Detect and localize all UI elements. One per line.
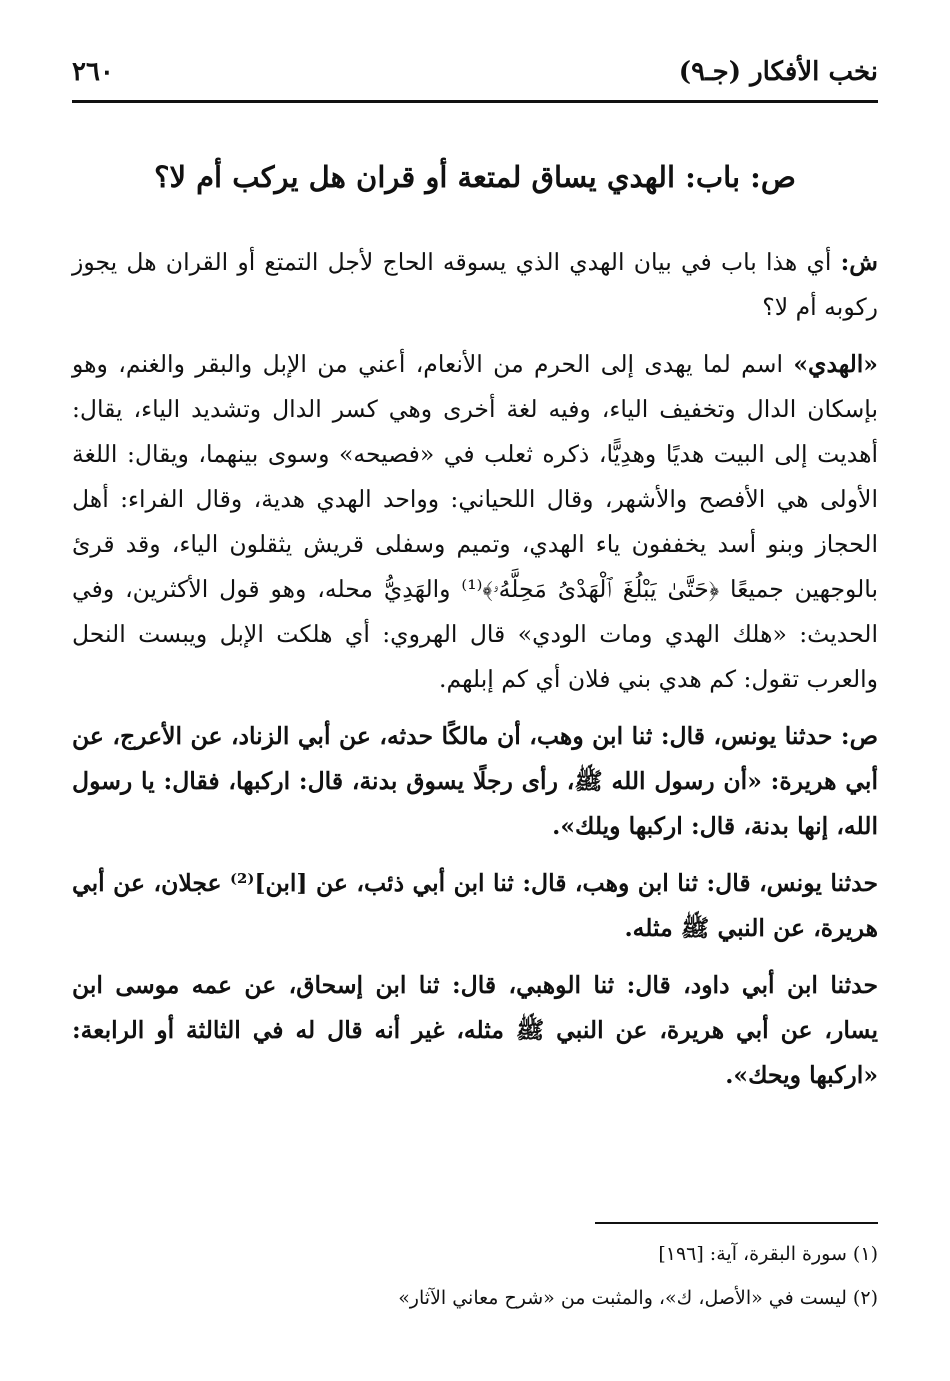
header-divider bbox=[72, 100, 878, 103]
chapter-title: ص: باب: الهدي يساق لمتعة أو قران هل يركب أم لا؟ bbox=[154, 160, 796, 194]
book-title: نخب الأفكار (جـ٩) bbox=[678, 57, 878, 87]
paragraph-lead: «الهدي» bbox=[793, 350, 878, 378]
paragraph-lead: ص: bbox=[840, 722, 878, 750]
paragraph-text: حدثنا يونس، قال: ثنا ابن وهب، أن مالكًا حدثه، عن أبي الزناد، عن الأعرج، عن أبي هريرة: «أن رسول الله ﷺ، رأى رجلًا يسوق بدنة، قال: اركبها، فقال: يا رسول الله، إنها بدنة، قال: اركبها ويلك». bbox=[72, 722, 878, 840]
paragraph-text: اسم لما يهدى إلى الحرم من الأنعام، أعني من الإبل والبقر والغنم، وهو بإسكان الدال وتخفيف الياء، وفيه لغة أخرى وهي كسر الدال وتشديد الياء، يقال: أهديت إلى البيت هديًا وهدِيًّا، ذكره ثعلب في «فصيحه» وسوى بينهما، ويقال: اللغة الأولى هي الأفصح والأشهر، وقال اللحياني: وواحد الهدي هدية، وقال الفراء: أهل الحجاز وبنو أسد يخففون ياء الهدي، وتميم وسفلى قريش يثقلون الياء، وقد قرئ بالوجهين جميعًا ﴿حَتَّىٰ يَبْلُغَ ٱلْهَدْىُ مَحِلَّهُۥ﴾⁽¹⁾ والهَدِيُّ محله، وهو قول الأكثرين، وفي الحديث: «هلك الهدي ومات الودي» قال الهروي: أي هلكت الإبل ويبست النحل والعرب تقول: كم هدي بني فلان أي كم إبلهم. bbox=[72, 350, 878, 693]
paragraph-hadith-2 bbox=[72, 861, 878, 951]
footnote-divider bbox=[595, 1222, 878, 1224]
footnote-1: (١) سورة البقرة، آية: [١٩٦] bbox=[658, 1243, 878, 1265]
page-header bbox=[72, 50, 878, 94]
main-text bbox=[72, 240, 878, 1110]
page-number: ٢٦٠ bbox=[72, 57, 114, 87]
paragraph-text: حدثنا ابن أبي داود، قال: ثنا الوهبي، قال: ثنا ابن إسحاق، عن عمه موسى ابن يسار، عن أبي هريرة، عن النبي ﷺ مثله، غير أنه قال له في الثالثة أو الرابعة: «اركبها ويحك». bbox=[72, 971, 878, 1089]
footnote-2: (٢) ليست في «الأصل، ك»، والمثبت من «شرح معاني الآثار» bbox=[398, 1287, 878, 1309]
paragraph-text: أي هذا باب في بيان الهدي الذي يسوقه الحاج لأجل التمتع أو القران هل يجوز ركوبه أم لا؟ bbox=[72, 248, 878, 321]
paragraph-commentary bbox=[72, 240, 878, 330]
paragraph-definition bbox=[72, 342, 878, 702]
paragraph-hadith-3 bbox=[72, 963, 878, 1098]
paragraph-lead: ش: bbox=[840, 248, 878, 276]
paragraph-text: حدثنا يونس، قال: ثنا ابن وهب، قال: ثنا ابن أبي ذئب، عن [ابن]⁽²⁾ عجلان، عن أبي هريرة، عن النبي ﷺ مثله. bbox=[72, 869, 878, 942]
paragraph-hadith-1 bbox=[72, 714, 878, 849]
footnotes bbox=[72, 1232, 878, 1320]
